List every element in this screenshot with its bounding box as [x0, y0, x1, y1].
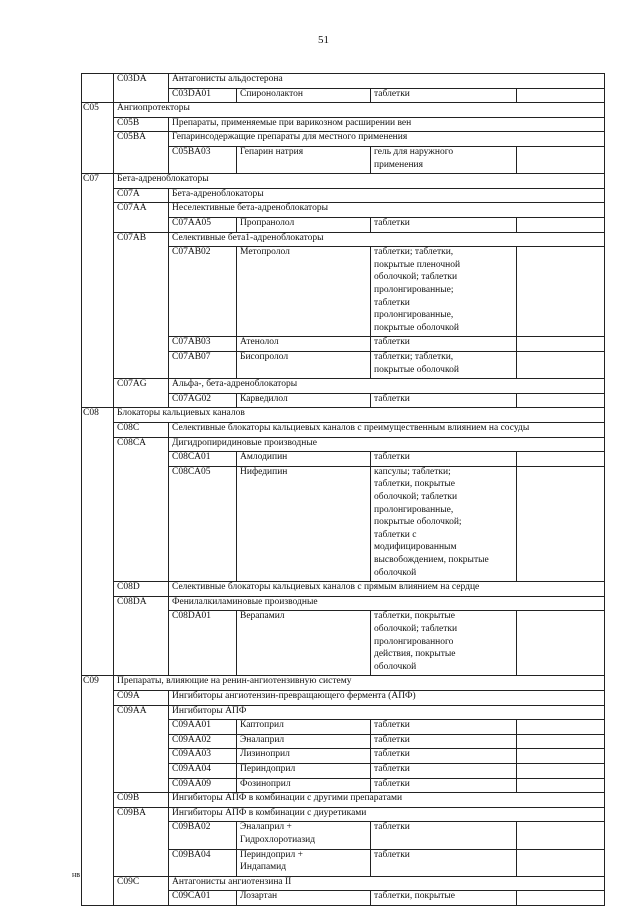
column-divider — [516, 610, 517, 675]
column-divider — [113, 188, 114, 203]
atc-code-level2: C08D — [117, 582, 140, 593]
column-divider — [168, 466, 169, 581]
column-divider — [113, 102, 114, 117]
page-number: 51 — [318, 34, 329, 46]
atc-group-name: Ангиопротекторы — [117, 103, 190, 114]
column-divider — [113, 422, 114, 437]
dosage-form: таблетки — [374, 218, 410, 228]
column-divider — [370, 217, 371, 232]
column-divider — [113, 336, 114, 351]
column-divider — [516, 393, 517, 408]
drug-name: Карведилол — [240, 393, 288, 404]
column-divider — [168, 246, 169, 336]
column-divider — [236, 146, 237, 173]
atc-code-level1: C07 — [83, 174, 99, 185]
column-divider — [168, 596, 169, 611]
column-divider — [236, 748, 237, 763]
atc-group-name: Неселективные бета-адреноблокаторы — [172, 203, 328, 214]
atc-code-drug: C09BA02 — [172, 822, 211, 833]
table-border-right — [604, 73, 605, 905]
column-divider — [168, 351, 169, 378]
column-divider — [370, 351, 371, 378]
column-divider — [370, 748, 371, 763]
column-divider — [168, 451, 169, 466]
atc-code-level2: C08C — [117, 423, 140, 433]
column-divider — [236, 393, 237, 408]
column-divider — [168, 807, 169, 822]
column-divider — [113, 821, 114, 848]
column-divider — [516, 748, 517, 763]
column-divider — [516, 146, 517, 173]
atc-code-level2: C08CA — [117, 437, 147, 448]
atc-code-level2: C05BA — [117, 132, 147, 143]
column-divider — [236, 246, 237, 336]
column-divider — [516, 734, 517, 749]
column-divider — [516, 351, 517, 378]
column-divider — [370, 763, 371, 778]
column-divider — [516, 217, 517, 232]
column-divider — [113, 202, 114, 217]
atc-code-drug: C07AA05 — [172, 218, 212, 228]
atc-code-level1: C09 — [83, 676, 99, 687]
atc-code-level2: C09BA — [117, 807, 147, 818]
column-divider — [168, 232, 169, 247]
atc-code-level2: C08DA — [117, 596, 147, 607]
atc-group-name: Альфа-, бета-адреноблокаторы — [172, 379, 298, 390]
column-divider — [113, 807, 114, 822]
atc-code-drug: C09AA02 — [172, 734, 212, 745]
column-divider — [516, 88, 517, 103]
dosage-form: таблетки — [374, 337, 410, 348]
column-divider — [113, 596, 114, 611]
dosage-form: таблетки — [374, 88, 410, 99]
column-divider — [168, 422, 169, 437]
column-divider — [516, 778, 517, 793]
column-divider — [113, 451, 114, 466]
atc-code-level2: C03DA — [117, 74, 147, 84]
drug-name: Спиронолактон — [240, 88, 304, 99]
drug-name: Эналаприл + Гидрохлоротиазид — [240, 822, 316, 845]
atc-code-level1: C08 — [83, 408, 99, 419]
atc-group-name: Бета-адреноблокаторы — [172, 188, 264, 199]
atc-code-drug: C08CA01 — [172, 452, 211, 463]
atc-code-drug: C09BA04 — [172, 849, 211, 860]
column-divider — [516, 763, 517, 778]
column-divider — [168, 202, 169, 217]
column-divider — [113, 393, 114, 408]
column-divider — [113, 778, 114, 793]
column-divider — [236, 217, 237, 232]
atc-group-name: Бета-адреноблокаторы — [117, 174, 209, 185]
column-divider — [168, 393, 169, 408]
column-divider — [236, 734, 237, 749]
column-divider — [113, 246, 114, 336]
column-divider — [168, 719, 169, 734]
column-divider — [168, 690, 169, 705]
atc-group-name: Дигидропиридиновые производные — [172, 437, 317, 448]
atc-group-name: Ингибиторы АПФ в комбинации с диуретиками — [172, 807, 367, 818]
column-divider — [168, 88, 169, 103]
column-divider — [113, 466, 114, 581]
dosage-form: таблетки — [374, 778, 410, 789]
column-divider — [113, 378, 114, 393]
drug-name: Верапамил — [240, 611, 285, 622]
atc-code-drug: C09AA03 — [172, 749, 212, 760]
column-divider — [168, 763, 169, 778]
column-divider — [168, 734, 169, 749]
dosage-form: капсулы; таблетки; таблетки, покрытые оболочкой; таблетки пролонгированные, покрытые оболочкой; таблетки с модифицированным высвобождением, покрытые оболочкой — [374, 466, 489, 578]
column-divider — [370, 466, 371, 581]
column-divider — [516, 821, 517, 848]
column-divider — [516, 890, 517, 905]
column-divider — [113, 610, 114, 675]
column-divider — [113, 146, 114, 173]
column-divider — [113, 232, 114, 247]
atc-code-level2: C07AG — [117, 379, 147, 390]
column-divider — [113, 407, 114, 422]
column-divider — [113, 173, 114, 188]
dosage-form: таблетки — [374, 764, 410, 774]
atc-code-level2: C05B — [117, 117, 140, 128]
column-divider — [113, 690, 114, 705]
column-divider — [168, 336, 169, 351]
column-divider — [113, 748, 114, 763]
dosage-form: таблетки — [374, 452, 410, 463]
atc-group-name: Антагонисты альдостерона — [172, 74, 283, 84]
drug-name: Лизиноприл — [240, 749, 290, 760]
atc-code-drug: C08DA01 — [172, 611, 212, 622]
drug-name: Амлодипин — [240, 452, 288, 463]
atc-code-drug: C07AG02 — [172, 393, 212, 404]
drug-name: Лозартан — [240, 891, 278, 902]
drug-name: Эналаприл — [240, 734, 285, 745]
column-divider — [236, 466, 237, 581]
atc-code-level2: C07A — [117, 188, 140, 199]
column-divider — [113, 351, 114, 378]
column-divider — [113, 675, 114, 690]
dosage-form: таблетки; таблетки, покрытые оболочкой — [374, 352, 459, 375]
column-divider — [370, 719, 371, 734]
atc-code-drug: C03DA01 — [172, 88, 212, 99]
column-divider — [113, 849, 114, 876]
column-divider — [236, 849, 237, 876]
atc-code-drug: C07AB03 — [172, 337, 211, 348]
column-divider — [113, 705, 114, 720]
column-divider — [370, 778, 371, 793]
drug-name: Периндоприл — [240, 764, 296, 774]
column-divider — [168, 146, 169, 173]
column-divider — [113, 117, 114, 132]
atc-group-name: Гепаринсодержащие препараты для местного применения — [172, 132, 408, 143]
atc-group-name: Препараты, применяемые при варикозном расширении вен — [172, 117, 412, 128]
atc-code-drug: C09AA04 — [172, 764, 212, 774]
drug-name: Каптоприл — [240, 720, 284, 731]
atc-code-drug: C09AA01 — [172, 720, 212, 731]
column-divider — [168, 792, 169, 807]
column-divider — [370, 393, 371, 408]
atc-group-name: Препараты, влияющие на ренин-ангиотензивную систему — [117, 676, 352, 687]
column-divider — [236, 719, 237, 734]
column-divider — [516, 246, 517, 336]
column-divider — [236, 890, 237, 905]
column-divider — [168, 217, 169, 232]
drug-name: Бисопролол — [240, 352, 289, 362]
column-divider — [236, 821, 237, 848]
dosage-form: таблетки — [374, 822, 410, 833]
column-divider — [168, 117, 169, 132]
column-divider — [113, 437, 114, 452]
drug-name: Атенолол — [240, 337, 279, 348]
atc-code-level2: C09AA — [117, 705, 147, 716]
dosage-form: таблетки — [374, 720, 410, 731]
drug-name: Гепарин натрия — [240, 147, 304, 157]
atc-code-drug: C08CA05 — [172, 466, 211, 477]
column-divider — [113, 73, 114, 88]
atc-code-drug: C09AA09 — [172, 778, 212, 789]
atc-group-name: Селективные блокаторы кальциевых каналов с прямым влиянием на сердце — [172, 582, 480, 593]
atc-code-drug: C09CA01 — [172, 891, 211, 902]
dosage-form: таблетки, покрытые оболочкой; таблетки пролонгированного действия, покрытые оболочкой — [374, 611, 458, 672]
atc-group-name: Фенилалкиламиновые производные — [172, 596, 318, 607]
atc-code-level2: C09B — [117, 793, 140, 804]
column-divider — [370, 246, 371, 336]
column-divider — [370, 610, 371, 675]
column-divider — [113, 792, 114, 807]
column-divider — [370, 734, 371, 749]
column-divider — [516, 451, 517, 466]
column-divider — [113, 88, 114, 103]
column-divider — [168, 876, 169, 891]
column-divider — [236, 763, 237, 778]
column-divider — [168, 73, 169, 88]
atc-code-level2: C09A — [117, 691, 140, 701]
drug-name: Пропранолол — [240, 218, 295, 228]
column-divider — [236, 610, 237, 675]
column-divider — [370, 451, 371, 466]
column-divider — [236, 778, 237, 793]
column-divider — [370, 849, 371, 876]
dosage-form: таблетки; таблетки, покрытые пленочной оболочкой; таблетки пролонгированные; таблетки пролонгированные, покрытые оболочкой — [374, 247, 461, 333]
drug-name: Метопролол — [240, 247, 290, 258]
column-divider — [168, 581, 169, 596]
atc-code-drug: C07AB07 — [172, 352, 211, 362]
column-divider — [236, 88, 237, 103]
atc-code-level2: C09C — [117, 876, 140, 887]
column-divider — [236, 351, 237, 378]
dosage-form: таблетки, покрытые — [374, 891, 455, 902]
column-divider — [168, 437, 169, 452]
column-divider — [113, 763, 114, 778]
column-divider — [168, 188, 169, 203]
column-divider — [516, 719, 517, 734]
column-divider — [113, 734, 114, 749]
column-divider — [370, 890, 371, 905]
table-border-left — [81, 73, 82, 905]
column-divider — [236, 336, 237, 351]
atc-group-name: Ингибиторы АПФ — [172, 705, 247, 716]
atc-code-drug: C07AB02 — [172, 247, 211, 258]
atc-group-name: Ингибиторы АПФ в комбинации с другими препаратами — [172, 793, 403, 804]
column-divider — [113, 719, 114, 734]
column-divider — [370, 88, 371, 103]
column-divider — [113, 131, 114, 146]
atc-group-name: Селективные бета1-адреноблокаторы — [172, 232, 324, 243]
column-divider — [113, 876, 114, 891]
column-divider — [370, 336, 371, 351]
column-divider — [236, 451, 237, 466]
atc-group-name: Блокаторы кальциевых каналов — [117, 408, 245, 419]
atc-code-level1: C05 — [83, 103, 99, 114]
column-divider — [113, 581, 114, 596]
column-divider — [516, 466, 517, 581]
column-divider — [168, 131, 169, 146]
column-divider — [168, 705, 169, 720]
dosage-form: таблетки — [374, 393, 410, 404]
drug-name: Периндоприл + Индапамид — [240, 849, 303, 873]
footer-mark: нв — [72, 870, 81, 879]
column-divider — [113, 217, 114, 232]
column-divider — [168, 378, 169, 393]
atc-group-name: Селективные блокаторы кальциевых каналов с преимущественным влиянием на сосуды — [172, 423, 530, 433]
dosage-form: таблетки — [374, 749, 410, 760]
column-divider — [370, 146, 371, 173]
dosage-form: таблетки — [374, 849, 410, 860]
column-divider — [168, 748, 169, 763]
column-divider — [516, 849, 517, 876]
atc-code-drug: C05BA03 — [172, 147, 211, 157]
column-divider — [168, 890, 169, 905]
column-divider — [370, 821, 371, 848]
drug-name: Фозиноприл — [240, 778, 291, 789]
column-divider — [168, 849, 169, 876]
column-divider — [168, 821, 169, 848]
column-divider — [113, 890, 114, 905]
atc-code-level2: C07AA — [117, 203, 147, 214]
dosage-form: гель для наружного применения — [374, 147, 454, 170]
dosage-form: таблетки — [374, 734, 410, 745]
atc-group-name: Антагонисты ангиотензина II — [172, 876, 292, 887]
column-divider — [168, 610, 169, 675]
atc-code-level2: C07AB — [117, 232, 147, 243]
atc-group-name: Ингибиторы ангиотензин-превращающего фермента (АПФ) — [172, 691, 416, 701]
column-divider — [516, 336, 517, 351]
column-divider — [168, 778, 169, 793]
drug-name: Нифедипин — [240, 466, 288, 477]
